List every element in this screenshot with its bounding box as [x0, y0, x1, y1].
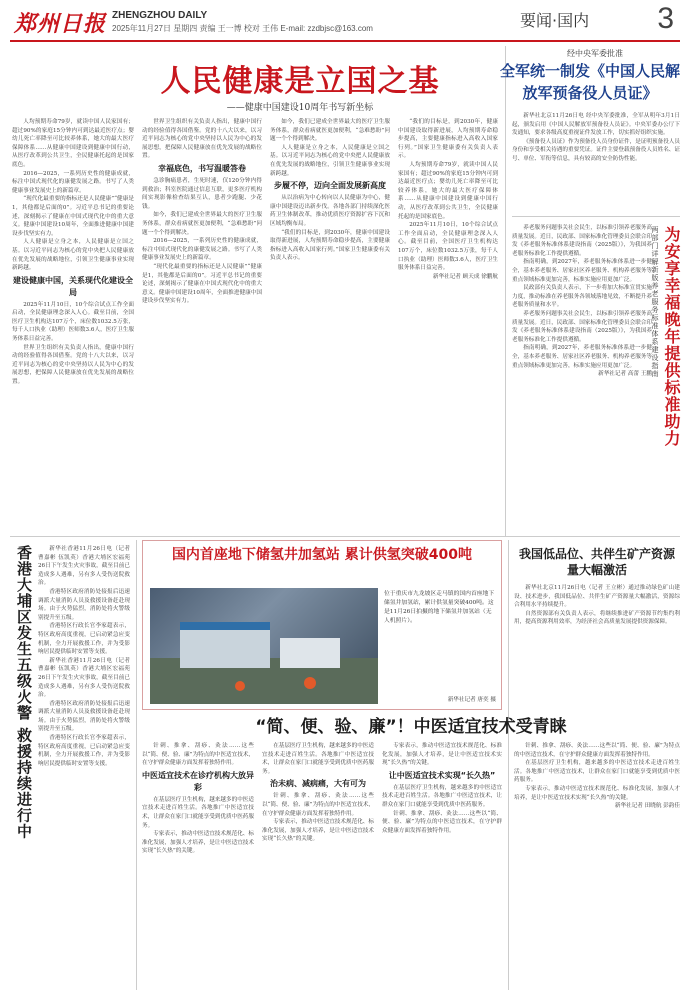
- lead-paragraph: 世界卫生组织有关负责人指出，健康中国行动的经验值得各国借鉴。党的十八大以来，以习近平同志为核心的党中央坚持以人民为中心的发展思想，把保障人民健康放在优先发展的战略位置。: [142, 119, 262, 160]
- elderly-paragraph: 指南明确，到2027年，养老服务标准体系进一步健全，基本养老服务、居家社区养老服务、机构养老服务等重点领域标准更加完善，标准实施应用更加广泛。: [512, 259, 652, 283]
- lead-paragraph: “我们的目标是，到2030年，健康中国建设取得新进展，人均预期寿命稳步提高，主要健康指标进入高收入国家行列。”国家卫生健康委有关负责人表示。: [398, 119, 498, 160]
- lead-paragraph: 人人健康是立身之本，人民健康是立国之基。以习近平同志为核心的党中央把人民健康放在优先发展的战略地位，引领卫生健康事业实现新跨越。: [270, 144, 390, 177]
- lead-paragraph: 2016—2025，一系列历史性的健康成就，标注中国式现代化的康健发展之路。书写了人类健康事业发展史上的新篇章。: [142, 238, 262, 262]
- lead-paragraph: 人均预期寿命79岁，就读中国人民家国有；超过90%的家庭15分钟内可到达最近医疗点；婴幼儿死亡率降至可比较养体系，她大的最大医疗保障体系……从健康中国建设到健康中国行动，从医疗改革到公共卫生，全民健康托起的是国家底色。: [398, 161, 498, 220]
- lead-paragraph: 2025年11月10日，10个综合试点工作全面启动，全民健康理念深入人心。截至目前，全国医疗卫生机构达107万个，床位数1032.5万张，每千人口执业（助理）医师数3.6人，医疗卫生服务体系日益完善。: [12, 301, 134, 343]
- lead-paragraph: “现代化最重要的指标还是人民健康”“健康是1，其他都是后面的0”。习近平总书记的重要论述，深刻揭示了健康在中国式现代化中的重大意义。健康中国建设10周年，全面推进健康中国建设步伐坚实有力。: [142, 263, 262, 305]
- masthead: [0, 0, 690, 52]
- tcm-section-heading: 让中医适宜技术实现“长久热”: [388, 770, 496, 780]
- elderly-paragraph: 养老服务问题事关社会民生，以标准引领养老服务高质量发展。近日，民政部、国家标准化管理委员会联合印发《养老服务标准体系建设指南（2025版）》，为我国养老服务标准化工作提供遵循。: [512, 310, 652, 343]
- tcm-section-heading: 治未病、减病痛，大有可为: [270, 779, 366, 789]
- column-divider: [508, 540, 509, 990]
- military-headline: 全军统一制发《中国人民解放军预备役人员证》: [500, 62, 681, 102]
- minerals-article: [514, 584, 680, 700]
- elderly-care-article: [512, 224, 652, 524]
- masthead-rule: [10, 40, 680, 42]
- lead-column-2: [142, 118, 262, 526]
- hydrogen-caption: 位于重庆市九龙坡区走马镇的国内首座地下储氢井加氢站，累计供氢量突破400吨。这是11月26日拍摄的地下储氢井加氢站（无人机照片）。: [384, 591, 495, 624]
- tcm-paragraph: 专家表示，推动中医适宜技术规范化、标准化发展，加强人才培养，是让中医适宜技术实现“长久热”的关键。: [142, 831, 254, 855]
- column-divider: [505, 46, 506, 536]
- section-divider: [512, 216, 680, 217]
- hk-fire-paragraph: 香港特区行政长官李家超表示，特区政府高度重视，已启动紧急应变机制，全力开展救援工作，并为受影响居民提供临时安置等支援。: [38, 623, 130, 656]
- tcm-paragraph: 在基层医疗卫生机构，越来越多的中医适宜技术走进百姓生活。各地推广中医适宜技术，让群众在家门口就能享受到优质中医药服务。: [382, 784, 502, 808]
- hydrogen-station-illustration: [150, 588, 378, 704]
- tcm-paragraph: 在基层医疗卫生机构，越来越多的中医适宜技术走进百姓生活。各地推广中医适宜技术，让群众在家门口就能享受到优质中医药服务。: [262, 743, 374, 775]
- lead-headline: 人民健康是立国之基: [160, 64, 440, 99]
- elderly-paragraph: 养老服务问题事关社会民生，以标准引领养老服务高质量发展。近日，民政部、国家标准化管理委员会联合印发《养老服务标准体系建设指南（2025版）》，为我国养老服务标准化工作提供遵循。: [512, 225, 652, 257]
- lead-paragraph: “现代化最重要的指标还是人民健康”“健康是1，其他都是后面的0”。习近平总书记的重要论述，深刻揭示了健康在中国式现代化中的重大意义。健康中国建设10周年，全面推进健康中国建设步伐坚实有力。: [12, 196, 134, 237]
- section-divider: [10, 536, 680, 537]
- lead-paragraph: 急诊胸痛患者，生死时速，仅120分钟内得到救治；科室医院通过信息互联，更多医疗机构间实现影像检查结果互认，患者少跑腿、少花钱。: [142, 177, 262, 210]
- hydrogen-credit: 新华社记者 唐奕 摄: [447, 697, 496, 703]
- tcm-column-1: [142, 742, 254, 992]
- tcm-credit: 新华社记者 田晓航 彭韵佳: [614, 803, 680, 810]
- newspaper-logo: 郑州日报: [14, 11, 107, 37]
- lead-paragraph: 2016—2025，一系列历史性的健康成就，标注中国式现代化的康健发展之路。书写了人类健康事业发展史上的新篇章。: [12, 170, 134, 194]
- military-article: [512, 112, 680, 212]
- elderly-paragraph: 指南明确，到2027年，养老服务标准体系进一步健全，基本养老服务、居家社区养老服务、机构养老服务等重点领域标准更加完善，标准实施应用更加广泛。: [512, 345, 652, 369]
- tcm-paragraph: 专家表示，推动中医适宜技术规范化、标准化发展，加强人才培养，是让中医适宜技术实现“长久热”的关键。: [262, 819, 374, 843]
- lead-paragraph: 如今，我们已建成全世界最大的医疗卫生服务体系，群众看病就医更加便利，“急难愁盼”问题一个个得到解决。: [142, 212, 262, 236]
- hk-fire-paragraph: 香港特区政府消防处接报后迅速调派大量消防人员及救援设备赶赴现场。由于火势猛烈，消防处将火警级别提升至五级。: [38, 700, 130, 733]
- lead-paragraph: 如今，我们已建成全世界最大的医疗卫生服务体系，群众看病就医更加便利，“急难愁盼”问题一个个得到解决。: [270, 119, 390, 143]
- military-kicker: 经中央军委批准: [567, 49, 623, 58]
- hk-fire-paragraph: 香港特区行政长官李家超表示，特区政府高度重视，已启动紧急应变机制，全力开展救援工作，并为受影响居民提供临时安置等支援。: [38, 735, 130, 767]
- lead-paragraph: 人均预期寿命79岁，就读中国人民家国有；超过90%的家庭15分钟内可到达最近医疗点；婴幼儿死亡率降至可比较养体系，她大的最大医疗保障体系……从健康中国建设到健康中国行动，从医疗改革到公共卫生，全民健康托起的是国家底色。: [12, 119, 134, 168]
- lead-column-4: [398, 118, 498, 526]
- tcm-column-3: [382, 742, 502, 992]
- section-label: 要闻·国内: [520, 11, 590, 30]
- military-paragraph: 《预备役人员证》作为预备役人员身份证件，是证明预备役人员身份和享受相关待遇的重要凭证。证件主要登载预备役人员姓名、证号、单位、军衔等信息，具有较高的安全防伪性能。: [512, 138, 680, 162]
- minerals-headline: 我国低品位、共伴生矿产资源量大幅激活: [518, 547, 675, 577]
- lead-section-heading: 建设健康中国，关系现代化建设全局: [13, 275, 133, 297]
- paper-english-name: ZHENGZHOU DAILY: [112, 10, 208, 21]
- elderly-care-headline: 为安享幸福晚年提供标准助力: [662, 226, 681, 447]
- lead-paragraph: 2025年11月10日，10个综合试点工作全面启动，全民健康理念深入人心。截至目前，全国医疗卫生机构达107万个，床位数1032.5万张，每千人口执业（助理）医师数3.6人，医疗卫生服务体系日益完善。: [398, 222, 498, 272]
- tcm-column-4: [514, 742, 680, 992]
- elderly-paragraph: 民政部有关负责人表示，下一步将加大标准宣贯实施力度，推动标准在养老服务各领域落地见效，不断提升养老服务质量和水平。: [512, 285, 652, 309]
- elderly-credit: 新华社记者 高蕾 王鹏: [598, 371, 652, 378]
- lead-paragraph: 从以治病为中心转向以人民健康为中心，健康中国建设迈出新步伐。各地各部门持续深化医药卫生体制改革，推动优质医疗资源扩容下沉和区域均衡布局。: [270, 195, 390, 227]
- hk-fire-article: [38, 545, 130, 991]
- lead-section-heading: 幸福底色，书写温暖答卷: [158, 163, 246, 173]
- hk-fire-paragraph: 新华社香港11月26日电（记者 曹嘉彬 伍凯英）香港大埔区宏福苑26日下午发生火灾事故，截至目前已造成多人遇难，另有多人受伤送院救治。: [38, 546, 130, 587]
- hydrogen-station-photo: [150, 588, 378, 704]
- hydrogen-headline: 国内首座地下储氢井加氢站 累计供氢突破400吨: [171, 547, 473, 563]
- military-paragraph: 新华社北京11月26日电 经中央军委批准，全军从明年3月1日起，颁发启用《中国人民解放军预备役人员证》。中央军委办公厅下发通知，要求各级高度重视证件发放工作，切实抓好组织实施。: [512, 113, 680, 137]
- lead-subheadline: ——健康中国建设10周年书写新坐标: [226, 103, 374, 113]
- issue-info: 2025年11月27日 星期四 责编 王一博 校对 王伟 E-mail: zzdbjsc@163.com: [112, 24, 373, 33]
- tcm-section-heading: 中医适宜技术在诊疗机构大放异彩: [142, 770, 254, 792]
- hk-fire-paragraph: 香港特区政府消防处接报后迅速调派大量消防人员及救援设备赶赴现场。由于火势猛烈，消防处将火警级别提升至五级。: [38, 588, 130, 621]
- lead-credit: 新华社记者 顾天成 徐鹏航: [432, 273, 498, 280]
- lead-column-1: [12, 118, 134, 526]
- lead-paragraph: 人人健康是立身之本，人民健康是立国之基。以习近平同志为核心的党中央把人民健康放在优先发展的战略地位，引领卫生健康事业实现新跨越。: [12, 239, 134, 272]
- lead-column-3: [270, 118, 390, 526]
- tcm-headline: “简、便、验、廉”！中医适宜技术受青睐: [255, 717, 567, 737]
- tcm-paragraph: 专家表示，推动中医适宜技术规范化、标准化发展，加强人才培养，是让中医适宜技术实现“长久热”的关键。: [514, 785, 680, 801]
- tcm-paragraph: 针刺、推拿、刮痧、灸法……这些以“简、便、验、廉”为特点的中医适宜技术，在守护群众健康方面发挥着独特作用。: [262, 793, 374, 817]
- tcm-column-2: [262, 742, 374, 992]
- hk-fire-headline: 香港大埔区发生五级火警 救援持续进行中: [15, 545, 33, 840]
- minerals-paragraph: 自然资源部有关负责人表示，将继续推进矿产资源节约集约利用，提高资源利用效率，为经济社会高质量发展提供资源保障。: [514, 610, 680, 626]
- tcm-paragraph: 针刺、推拿、刮痧、灸法……这些以“简、便、验、廉”为特点的中医适宜技术，在守护群众健康方面发挥着独特作用。: [142, 743, 254, 767]
- tcm-paragraph: 针刺、推拿、刮痧、灸法……这些以“简、便、验、廉”为特点的中医适宜技术，在守护群众健康方面发挥着独特作用。: [382, 810, 502, 834]
- minerals-paragraph: 新华社北京11月26日电（记者 王立彬）通过推动绿色矿山建设、技术进步，我国低品位、共伴生矿产资源量大幅激活，资源综合利用水平持续提升。: [514, 585, 680, 609]
- hk-fire-paragraph: 新华社香港11月26日电（记者 曹嘉彬 伍凯英）香港大埔区宏福苑26日下午发生火灾事故，截至目前已造成多人遇难，另有多人受伤送院救治。: [38, 657, 130, 699]
- lead-paragraph: “我们的目标是，到2030年，健康中国建设取得新进展，人均预期寿命稳步提高，主要健康指标进入高收入国家行列。”国家卫生健康委有关负责人表示。: [270, 229, 390, 262]
- column-divider: [136, 540, 137, 990]
- tcm-paragraph: 在基层医疗卫生机构，越来越多的中医适宜技术走进百姓生活。各地推广中医适宜技术，让群众在家门口就能享受到优质中医药服务。: [142, 796, 254, 829]
- elderly-care-subheadline: 两部门详解新版养老服务标准体系建设指南: [651, 226, 659, 378]
- lead-paragraph: 世界卫生组织有关负责人指出，健康中国行动的经验值得各国借鉴。党的十八大以来，以习近平同志为核心的党中央坚持以人民为中心的发展思想，把保障人民健康放在优先发展的战略位置。: [12, 344, 134, 386]
- tcm-paragraph: 专家表示，推动中医适宜技术规范化、标准化发展，加强人才培养，是让中医适宜技术实现“长久热”的关键。: [382, 743, 502, 767]
- page-number: 3: [657, 2, 674, 35]
- lead-section-heading: 步履不停，迈向全面发展新高度: [274, 181, 386, 191]
- tcm-paragraph: 针刺、推拿、刮痧、灸法……这些以“简、便、验、廉”为特点的中医适宜技术，在守护群众健康方面发挥着独特作用。: [514, 743, 680, 758]
- tcm-paragraph: 在基层医疗卫生机构，越来越多的中医适宜技术走进百姓生活。各地推广中医适宜技术，让群众在家门口就能享受到优质中医药服务。: [514, 760, 680, 784]
